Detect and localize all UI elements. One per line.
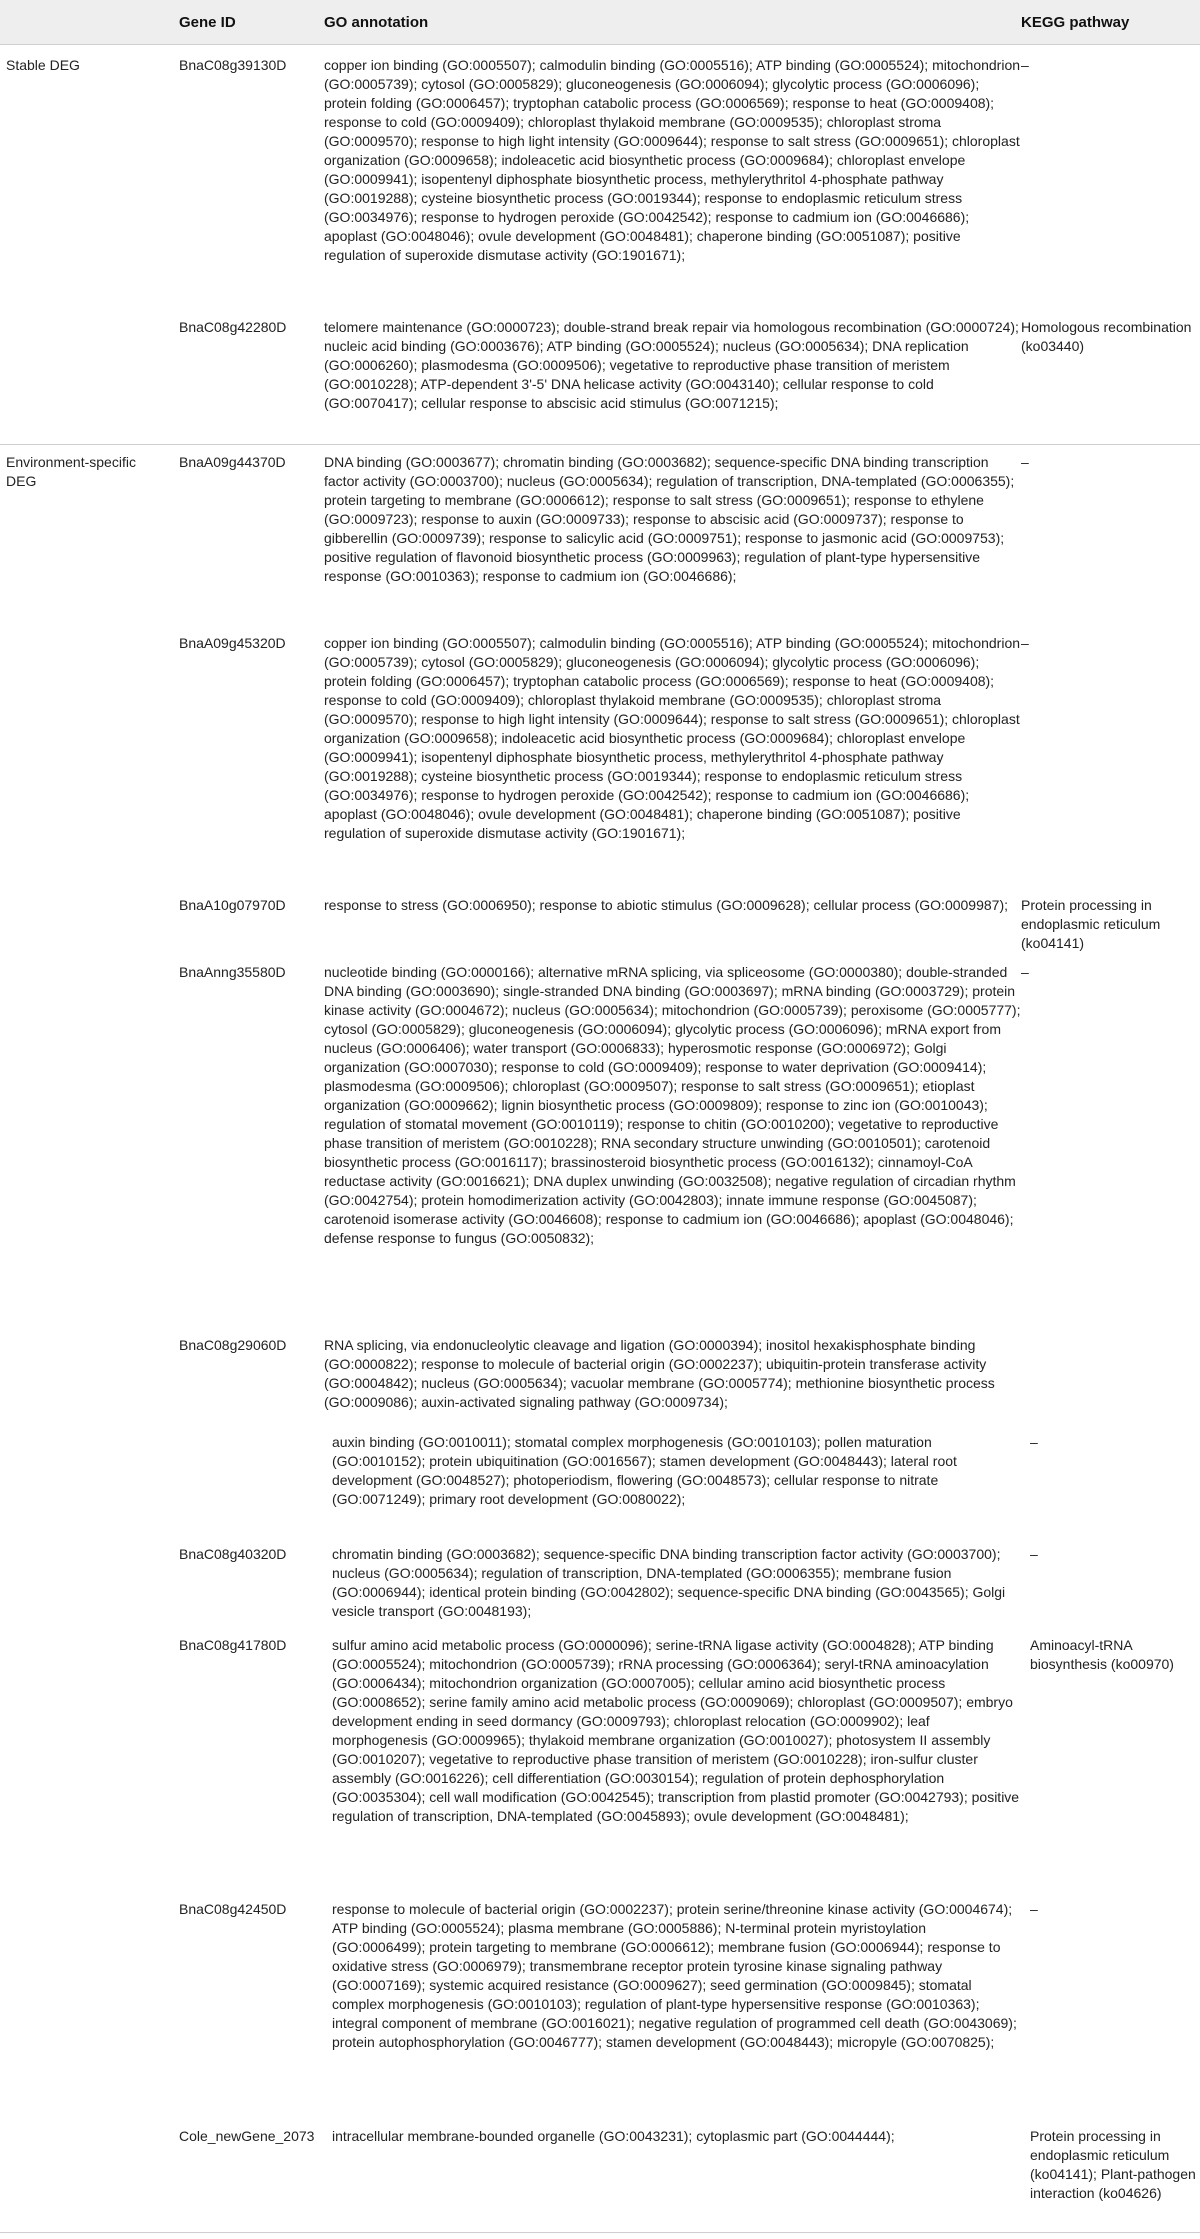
kegg-pathway: – bbox=[1030, 1434, 1038, 1450]
gene-id: BnaC08g42450D bbox=[179, 1901, 287, 1917]
kegg-pathway: – bbox=[1021, 454, 1029, 470]
gene-id: BnaC08g39130D bbox=[179, 57, 287, 73]
kegg-pathway: Protein processing in endoplasmic reticulum (ko04141); Plant-pathogen interaction (ko04626) bbox=[1030, 2128, 1196, 2201]
gene-id: BnaA09g44370D bbox=[179, 454, 286, 470]
go-annotation: telomere maintenance (GO:0000723); double-strand break repair via homologous recombination (GO:0000724); nucleic acid binding (GO:0003676); ATP binding (GO:0005524); nucleus (GO:0005634); DNA replication (GO:0006260); plasmodesma (GO:0009506); vegetative to reproductive phase transition of meristem (GO:0010228); ATP-dependent 3'-5' DNA helicase activity (GO:0043140); cellular response to cold (GO:0070417); cellular response to abscisic acid stimulus (GO:0071215); bbox=[324, 319, 1019, 411]
section-rule bbox=[0, 444, 1200, 445]
go-annotation: response to stress (GO:0006950); response to abiotic stimulus (GO:0009628); cellular process (GO:0009987); bbox=[324, 897, 1009, 913]
go-annotation: copper ion binding (GO:0005507); calmodulin binding (GO:0005516); ATP binding (GO:0005524); mitochondrion (GO:0005739); cytosol (GO:0005829); gluconeogenesis (GO:0006094); glycolytic process (GO:0006096); protein folding (GO:0006457); tryptophan catabolic process (GO:0006569); response to heat (GO:0009408); response to cold (GO:0009409); chloroplast thylakoid membrane (GO:0009535); chloroplast stroma (GO:0009570); response to high light intensity (GO:0009644); response to salt stress (GO:0009651); chloroplast organization (GO:0009658); indoleacetic acid biosynthetic process (GO:0009684); chloroplast envelope (GO:0009941); isopentenyl diphosphate biosynthetic process, methylerythritol 4-phosphate pathway (GO:0019288); cysteine biosynthetic process (GO:0019344); response to endoplasmic reticulum stress (GO:0034976); response to hydrogen peroxide (GO:0042542); response to cadmium ion (GO:0046686); apoplast (GO:0048046); ovule development (GO:0048481); chaperone binding (GO:0051087); positive regulation of superoxide dismutase activity (GO:1901671); bbox=[324, 635, 1021, 841]
section-label-environment: Environment-specific DEG bbox=[6, 454, 136, 489]
gene-id: BnaC08g40320D bbox=[179, 1546, 287, 1562]
kegg-pathway: Homologous recombination (ko03440) bbox=[1021, 319, 1192, 354]
kegg-pathway: Aminoacyl-tRNA biosynthesis (ko00970) bbox=[1030, 1637, 1174, 1672]
gene-id: BnaC08g41780D bbox=[179, 1637, 287, 1653]
go-annotation-continued: auxin binding (GO:0010011); stomatal complex morphogenesis (GO:0010103); pollen maturation (GO:0010152); protein ubiquitination (GO:0016567); stamen development (GO:0048443); lateral root development (GO:0048527); photoperiodism, flowering (GO:0048573); cellular response to nitrate (GO:0071249); primary root development (GO:0080022); bbox=[332, 1434, 957, 1507]
header-kegg-pathway: KEGG pathway bbox=[1021, 14, 1130, 31]
gene-id: BnaC08g42280D bbox=[179, 319, 287, 335]
go-annotation: response to molecule of bacterial origin (GO:0002237); protein serine/threonine kinase activity (GO:0004674); ATP binding (GO:0005524); plasma membrane (GO:0005886); N-terminal protein myristoylation (GO:0006499); protein targeting to membrane (GO:0006612); membrane fusion (GO:0006944); response to oxidative stress (GO:0006979); transmembrane receptor protein tyrosine kinase signaling pathway (GO:0007169); systemic acquired resistance (GO:0009627); seed germination (GO:0009845); stomatal complex morphogenesis (GO:0010103); regulation of plant-type hypersensitive response (GO:0010363); integral component of membrane (GO:0016021); negative regulation of programmed cell death (GO:0043069); protein autophosphorylation (GO:0046777); stamen development (GO:0048443); micropyle (GO:0070825); bbox=[332, 1901, 1017, 2050]
header-rule bbox=[0, 44, 1200, 45]
kegg-pathway: – bbox=[1021, 964, 1029, 980]
section-label-stable: Stable DEG bbox=[6, 57, 80, 73]
go-annotation: intracellular membrane-bounded organelle (GO:0043231); cytoplasmic part (GO:0044444); bbox=[332, 2128, 895, 2144]
kegg-pathway: – bbox=[1030, 1546, 1038, 1562]
gene-id: BnaC08g29060D bbox=[179, 1337, 287, 1353]
header-go-annotation: GO annotation bbox=[324, 14, 429, 31]
header-gene-id: Gene ID bbox=[179, 14, 236, 31]
gene-id: BnaA09g45320D bbox=[179, 635, 286, 651]
table-bottom-rule bbox=[0, 2232, 1200, 2233]
go-annotation: sulfur amino acid metabolic process (GO:0000096); serine-tRNA ligase activity (GO:0004828); ATP binding (GO:0005524); mitochondrion (GO:0005739); rRNA processing (GO:0006364); seryl-tRNA aminoacylation (GO:0006434); mitochondrion organization (GO:0007005); cellular amino acid biosynthetic process (GO:0008652); serine family amino acid metabolic process (GO:0009069); chloroplast (GO:0009507); embryo development ending in seed dormancy (GO:0009793); chloroplast relocation (GO:0009902); leaf morphogenesis (GO:0009965); thylakoid membrane organization (GO:0010027); photosystem II assembly (GO:0010207); vegetative to reproductive phase transition of meristem (GO:0010228); iron-sulfur cluster assembly (GO:0016226); cell differentiation (GO:0030154); regulation of protein dephosphorylation (GO:0035304); cell wall modification (GO:0042545); transcription from plastid promoter (GO:0042793); positive regulation of transcription, DNA-templated (GO:0045893); ovule development (GO:0048481); bbox=[332, 1637, 1020, 1824]
kegg-pathway: – bbox=[1021, 635, 1029, 651]
gene-id: BnaA10g07970D bbox=[179, 897, 286, 913]
kegg-pathway: – bbox=[1030, 1901, 1038, 1917]
go-annotation: chromatin binding (GO:0003682); sequence-specific DNA binding transcription factor activity (GO:0003700); nucleus (GO:0005634); regulation of transcription, DNA-templated (GO:0006355); membrane fusion (GO:0006944); identical protein binding (GO:0042802); sequence-specific DNA binding (GO:0043565); Golgi vesicle transport (GO:0048193); bbox=[332, 1546, 1006, 1619]
gene-id: Cole_newGene_2073 bbox=[179, 2128, 315, 2144]
kegg-pathway: Protein processing in endoplasmic reticulum (ko04141) bbox=[1021, 897, 1161, 951]
gene-id: BnaAnng35580D bbox=[179, 964, 286, 980]
go-annotation: copper ion binding (GO:0005507); calmodulin binding (GO:0005516); ATP binding (GO:0005524); mitochondrion (GO:0005739); cytosol (GO:0005829); gluconeogenesis (GO:0006094); glycolytic process (GO:0006096); protein folding (GO:0006457); tryptophan catabolic process (GO:0006569); response to heat (GO:0009408); response to cold (GO:0009409); chloroplast thylakoid membrane (GO:0009535); chloroplast stroma (GO:0009570); response to high light intensity (GO:0009644); response to salt stress (GO:0009651); chloroplast organization (GO:0009658); indoleacetic acid biosynthetic process (GO:0009684); chloroplast envelope (GO:0009941); isopentenyl diphosphate biosynthetic process, methylerythritol 4-phosphate pathway (GO:0019288); cysteine biosynthetic process (GO:0019344); response to endoplasmic reticulum stress (GO:0034976); response to hydrogen peroxide (GO:0042542); response to cadmium ion (GO:0046686); apoplast (GO:0048046); ovule development (GO:0048481); chaperone binding (GO:0051087); positive regulation of superoxide dismutase activity (GO:1901671); bbox=[324, 57, 1021, 263]
kegg-pathway: – bbox=[1021, 57, 1029, 73]
go-annotation: RNA splicing, via endonucleolytic cleavage and ligation (GO:0000394); inositol hexakisphosphate binding (GO:0000822); response to molecule of bacterial origin (GO:0002237); ubiquitin-protein transferase activity (GO:0004842); nucleus (GO:0005634); vacuolar membrane (GO:0005774); methionine biosynthetic process (GO:0009086); auxin-activated signaling pathway (GO:0009734); bbox=[324, 1337, 995, 1410]
go-annotation: nucleotide binding (GO:0000166); alternative mRNA splicing, via spliceosome (GO:0000380); double-stranded DNA binding (GO:0003690); single-stranded DNA binding (GO:0003697); mRNA binding (GO:0003729); protein kinase activity (GO:0004672); nucleus (GO:0005634); mitochondrion (GO:0005739); peroxisome (GO:0005777); cytosol (GO:0005829); gluconeogenesis (GO:0006094); glycolytic process (GO:0006096); mRNA export from nucleus (GO:0006406); water transport (GO:0006833); hyperosmotic response (GO:0006972); Golgi organization (GO:0007030); response to cold (GO:0009409); response to water deprivation (GO:0009414); plasmodesma (GO:0009506); chloroplast (GO:0009507); response to salt stress (GO:0009651); etioplast organization (GO:0009662); lignin biosynthetic process (GO:0009809); response to zinc ion (GO:0010043); regulation of stomatal movement (GO:0010119); response to chitin (GO:0010200); vegetative to reproductive phase transition of meristem (GO:0010228); RNA secondary structure unwinding (GO:0010501); carotenoid biosynthetic process (GO:0016117); brassinosteroid biosynthetic process (GO:0016132); cinnamoyl-CoA reductase activity (GO:0016621); DNA duplex unwinding (GO:0032508); negative regulation of circadian rhythm (GO:0042754); protein homodimerization activity (GO:0042803); innate immune response (GO:0045087); carotenoid isomerase activity (GO:0046608); response to cadmium ion (GO:0046686); apoplast (GO:0048046); defense response to fungus (GO:0050832); bbox=[324, 964, 1021, 1246]
go-annotation: DNA binding (GO:0003677); chromatin binding (GO:0003682); sequence-specific DNA binding transcription factor activity (GO:0003700); nucleus (GO:0005634); regulation of transcription, DNA-templated (GO:0006355); protein targeting to membrane (GO:0006612); response to salt stress (GO:0009651); response to ethylene (GO:0009723); response to auxin (GO:0009733); response to abscisic acid (GO:0009737); response to gibberellin (GO:0009739); response to salicylic acid (GO:0009751); response to jasmonic acid (GO:0009753); positive regulation of flavonoid biosynthetic process (GO:0009963); regulation of plant-type hypersensitive response (GO:0010363); response to cadmium ion (GO:0046686); bbox=[324, 454, 1015, 584]
